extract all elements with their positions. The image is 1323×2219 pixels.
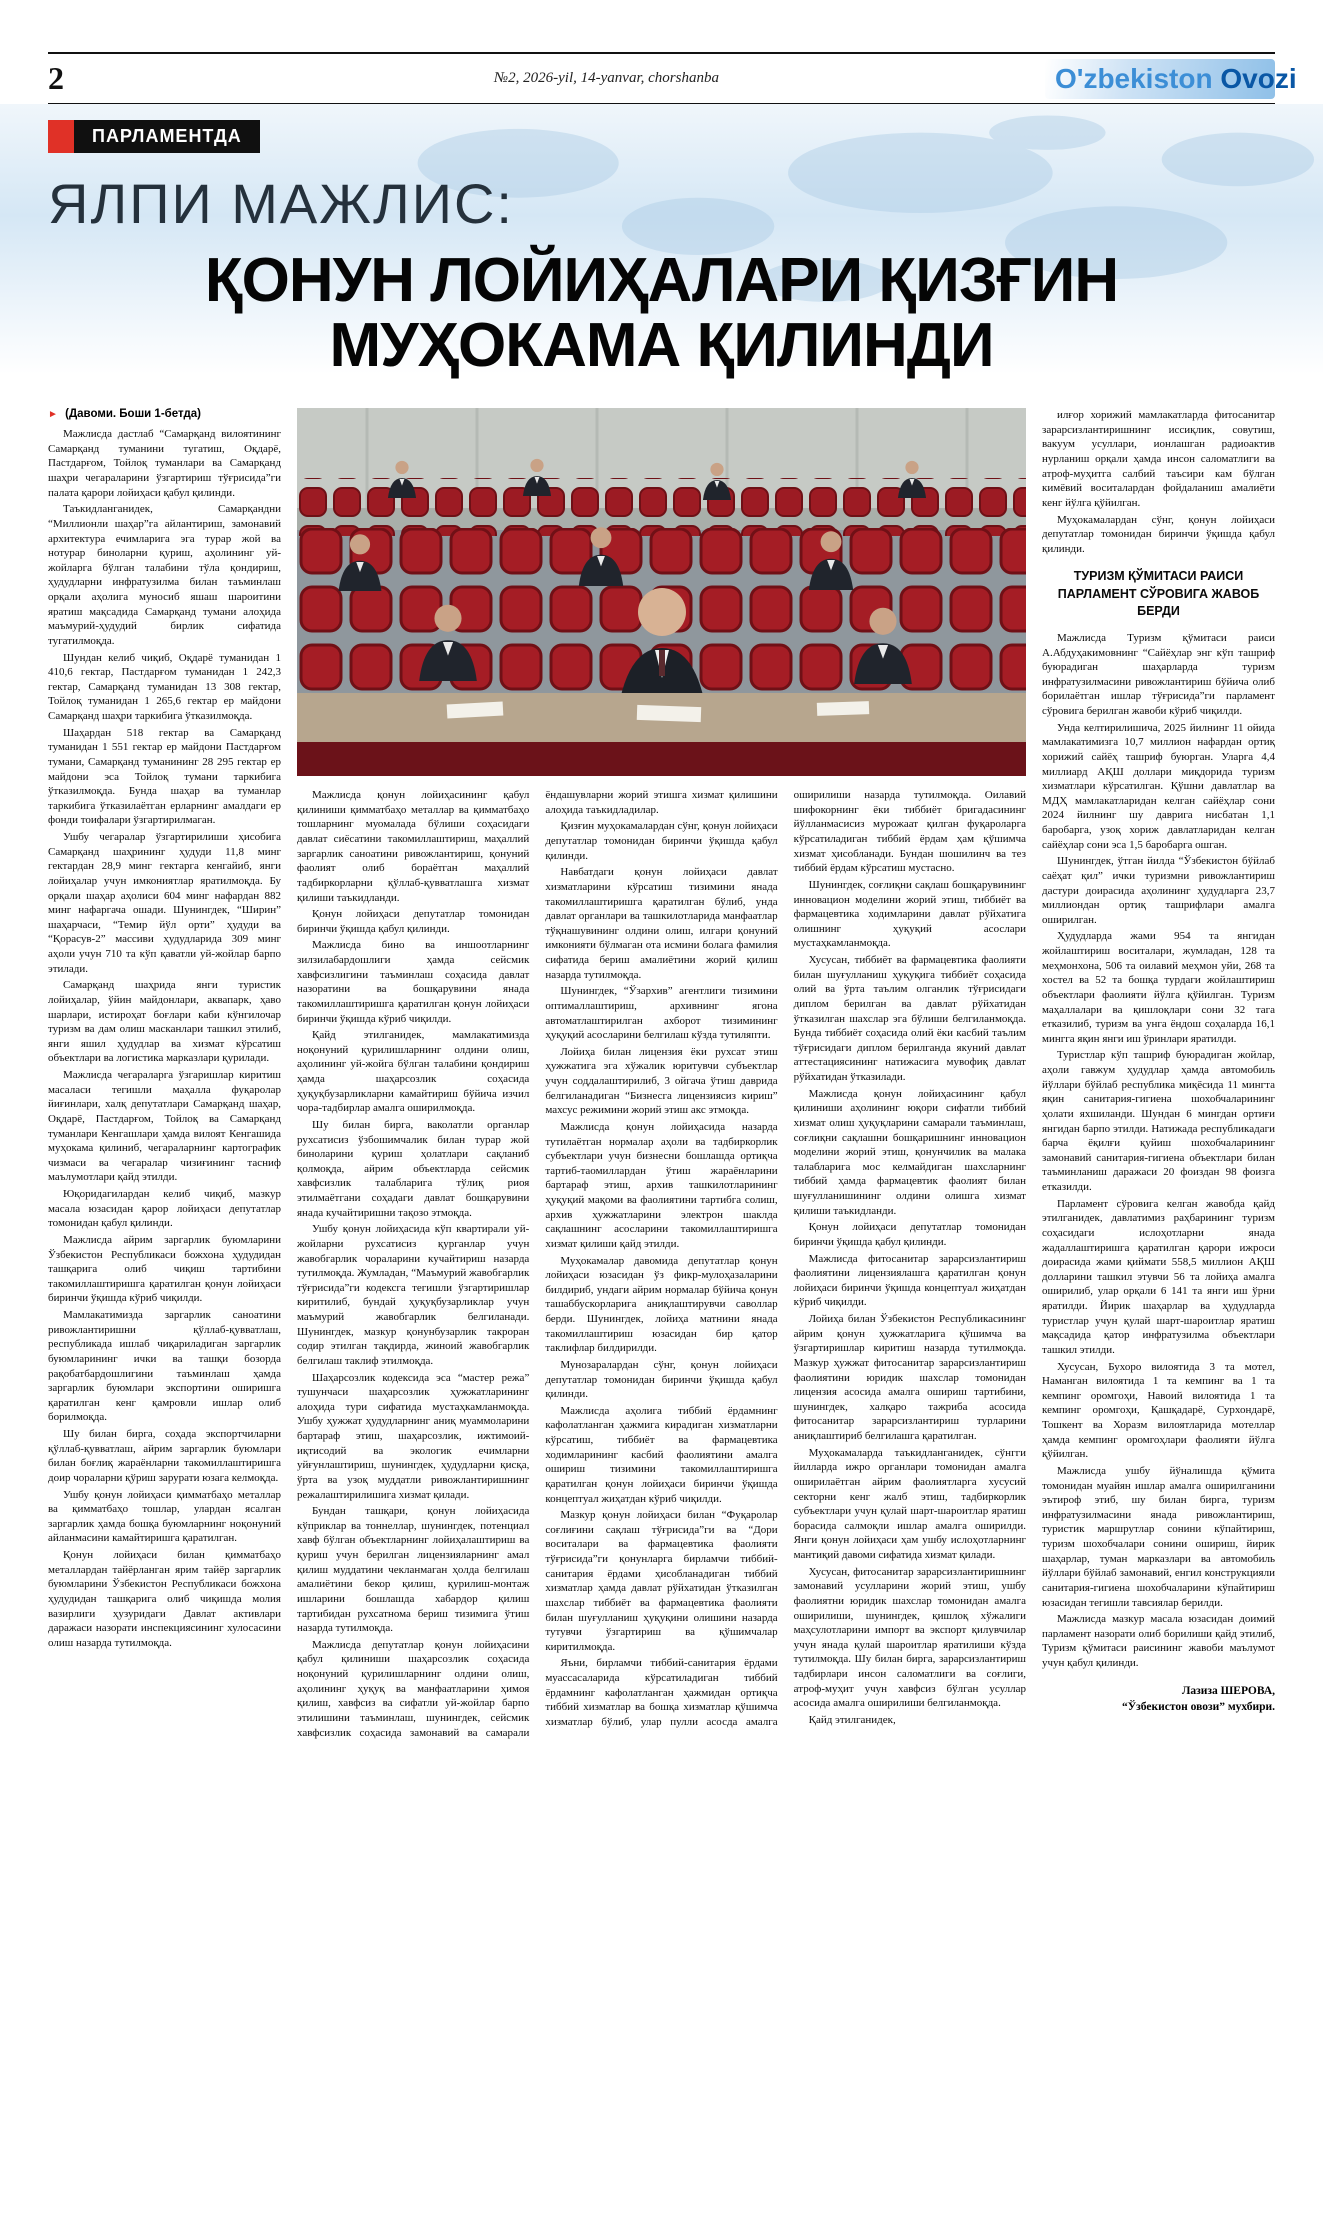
paragraph: Мажлисда Туризм қўмитаси раиси А.Абдуҳакимовнинг “Сайёҳлар энг кўп ташриф буюрадиган шаҳарларда туризм инфратузилмасини ривожлантириш бўйича олиб борилаётган ишлар тўғрисида”ги парламент сўровига берилган жавоби кўриб чиқилди. [1042,631,1275,718]
page-number: 2 [48,60,64,96]
paragraph: Шундан келиб чиқиб, Оқдарё туманидан 1 410,6 гектар, Пастдарғом туманидан 1 242,3 гектар, Самарқанд туманидан 13 308 гектар, Тойлоқ туманидан 1 265,6 гектар ер майдони Самарқанд шаҳри таркибига ўтказилмоқда. [48,651,281,723]
paragraph: Ҳудудларда жами 954 та янгидан жойлаштириш воситалари, жумладан, 128 та меҳмонхона, 506 та оилавий меҳмон уйи, 268 та хостел ва 52 та бошқа турдаги жойлаштириш объектлари фаолияти йўлга қўйилган. Туризм маҳаллалари ва қишлоқлари сони 32 тага етказилиб, туризм ва унга ёндош соҳаларда 16,1 мингга яқин янги иш ўринлари яратилди. [1042,930,1275,1045]
kicker-label: ПАРЛАМЕНТДА [74,120,260,153]
paragraph: Қизғин муҳокамалардан сўнг, қонун лойиҳаси депутатлар томонидан биринчи ўқишда қабул қилинди. [545,820,778,862]
paragraph: Шунингдек, “Ўзархив” агентлиги тизимини оптималлаштириш, архивнинг ягона автоматлаштирилган ахборот тизимининг ҳуқуқий асосларини белгилаш кўзда тутиляпти. [545,985,778,1042]
headline-overline: ЯЛПИ МАЖЛИС: [48,172,514,235]
kicker-red-mark [48,120,74,153]
paragraph: Хусусан, Бухоро вилоятида 3 та мотел, Наманган вилоятида 1 та кемпинг ва 1 та кемпинг оромгоҳи, Навоий вилоятида 1 та кемпинг оромгоҳи, Қашқадарё, Сурхондарё, Тошкент ва Хоразм вилоятларида мотеллар ҳамда кемпинг оромгоҳлари фаолияти йўлга қўйилган. [1042,1360,1275,1461]
paragraph: Мамлакатимизда заргарлик саноатини ривожлантиришни қўллаб-қувватлаш, республикада ишлаб чиқариладиган заргарлик буюмларининг ички ва ташқи бозорда рақобатбардошлигини таъминлаш ҳамда заргарлик буюмлари экспортини оширишга қаратилган кенг қамровли ишлар олиб борилмоқда. [48,1309,281,1424]
byline-name: Лазиза ШЕРОВА, [1181,1684,1275,1697]
column-5-text [1042,631,1275,1671]
paragraph: Шаҳардан 518 гектар ва Самарқанд туманидан 1 551 гектар ер майдони Пастдарғом тумани, Самарқанд туманининг 28 295 гектар ер майдони эса Тойлоқ тумани таркибига ўтказилмоқда. Бунда шаҳар ва туманлар таркибига ўтказилаётган ерларнинг амалдаги ер фонди тоифалари ўзгартирилмаган. [48,726,281,827]
paragraph: Шу билан бирга, ваколатли органлар рухсатисиз ўзбошимчалик билан турар жой биноларини қуриш ҳолатлари сақланиб қолмоқда, айрим объектларда сейсмик хавфсизлик талабларига тўлиқ риоя этилмаётгани соҳадаги давлат бошқарувини янада кучайтиришни тақозо этмоқда. [297,1118,530,1219]
headline-line-2: МУҲОКАМА ҚИЛИНДИ [329,311,994,381]
paragraph: Мажлисда чегараларга ўзгаришлар киритиш масаласи тегишли маҳалла фуқаролар йиғинлари, халқ депутатлари Самарқанд шаҳар, Оқдарё, Пастдарғом, Тойлоқ ва Самарқанд туманлари Кенгашлари ҳамда вилоят Кенгашида муҳокама қилиниб, чегараларнинг картографик чизмаси ва чегаралар чизиғининг тасниф маълумотлари қайд этилди. [48,1069,281,1184]
paragraph: Мажлисда депутатлар қонун лойиҳасини қабул қилиниши шаҳарсозлик соҳасида ноқонуний қурилишларнинг олдини олиш, аҳолининг ҳуқуқ ва манфаатларини ҳимоя қилиш, хавфсиз ва сифатли уй-жойлар барпо этилишини таъминлаш, шунингдек, сейсмик хавфсизлик соҳасида замонавий ва самарали ёндашувларни жорий этишга хизмат қилишини алоҳида таъкидладилар. [297,789,778,1739]
paragraph: Муҳокамаларда таъкидланганидек, сўнгги йилларда ижро органлари томонидан амалга оширилаётган айрим фаолиятларга хусусий секторни кенг жалб этиш, тадбиркорлик субъектлари учун қулай шарт-шароитлар яратиш борасида салмоқли ишлар амалга оширилди. Янги қонун лойиҳаси ҳам ушбу ислоҳотларнинг мантиқий давоми сифатида хизмат қилади. [793,1446,1026,1562]
paragraph: Қайд этилганидек, мамлакатимизда ноқонуний қурилишларнинг олдини олиш, аҳолининг уй-жойга бўлган талабини қондириш ҳамда шаҳарсозлик соҳасида ҳуқуқбузарликларни камайтириш бўйича изчил чора-тадбирлар амалга оширилмоқда. [297,1029,530,1115]
paragraph: Қонун лойиҳаси депутатлар томонидан биринчи ўқишда қабул қилинди. [793,1221,1026,1248]
paragraph: Муҳокамалардан сўнг, қонун лойиҳаси депутатлар томонидан биринчи ўқишда қабул қилинди. [1042,513,1275,555]
issue-info: №2, 2026-yil, 14-yanvar, chorshanba [494,70,719,86]
paragraph: Яъни, бирламчи тиббий-санитария ёрдами муассасаларида кўрсатиладиган тиббий ёрдамнинг кафолатланган ҳажмидан ортиқча тиббий хизматлар ва бошқа хизматлар қўшимча хизматлар бўлиб, улар пулли асосда амалга оширилиши назарда тутилмоқда. Оилавий шифокорнинг ёки тиббиёт бригадасининг йўлланмасисиз мурожаат қилган фуқароларга кўрсатиладиган тиббий ёрдам ҳам қўшимча хизмат ҳисобланади. Бундан шошилинч ва тез тиббий ёрдам кўрсатиш мустасно. [545,789,1026,1728]
paragraph: Ушбу қонун лойиҳаси қимматбаҳо металлар ва қимматбаҳо тошлар, улардан ясалган заргарлик ҳамда бошқа буюмларнинг ноқонуний айланмасини камайтиришга қаратилган. [48,1488,281,1545]
column-1-text [48,427,281,1650]
paragraph: Юқоридагилардан келиб чиқиб, мазкур масала юзасидан қарор лойиҳаси депутатлар томонидан қабул қилинди. [48,1188,281,1230]
paragraph: Туристлар кўп ташриф буюрадиган жойлар, аҳоли гавжум ҳудудлар ҳамда автомобиль йўллари бўйлаб республика миқёсида 11 мингта яқин санитария-гигиена шохобчаларининг ҳолати яхшиланди. Шундан 6 мингдан ортиғи янгидан барпо этилди. Натижада республикадаги барча ёқилғи қуйиш шохобчаларининг замонавий санитария-гигиена объектлари билан таъминланиш даражаси 20 фоиздан 98 фоизга етказилди. [1042,1049,1275,1194]
page-header [48,52,1297,104]
paragraph: Ушбу қонун лойиҳасида кўп квартирали уй-жойларни рухсатисиз қурганлар учун жавобгарлик чораларини кучайтириш назарда тутилмоқда. Жумладан, “Маъмурий жавобгарлик тўғрисида”ги кодексга тегишли ўзгартиришлар киритилиб, бундай ҳуқуқбузарликлар учун маъмурий жавобгарлик белгиланади. Шунингдек, мазкур қонунбузарлик такроран содир этилган тақдирда, жиноий жавобгарлик белгилаш таклиф этилмоқда. [297,1223,530,1367]
parliament-session-photo [297,408,1026,776]
paragraph: Мажлисда қонун лойиҳасининг қабул қилиниши қимматбаҳо металлар ва қимматбаҳо тошларнинг муомалада бўлиши соҳасидаги давлат сиёсатини такомиллаштириш, маҳаллий заргарлик саноатини ривожлантириш, қонуний фаолият олиб бораётган маҳаллий тадбиркорларни қўллаб-қувватлашга хизмат қилиши таъкидланди. [297,789,530,904]
paragraph: Шунингдек, ўтган йилда “Ўзбекистон бўйлаб саёҳат қил” ички туризмни ривожлантириш дастури доирасида аҳолининг ҳудудларга 23,7 миллиондан ортиқ ташрифлари амалга оширилган. [1042,855,1275,926]
paragraph: Хусусан, тиббиёт ва фармацевтика фаолияти билан шуғулланиш ҳуқуқига тиббиёт соҳасида олий ва ўрта таълим олганлик тўғрисидаги диплом берилган ва давлат рўйхатидан ўтказилган шахслар эга бўлиши белгиланмоқда. Бунда тиббиёт соҳасида олий ёки касбий таълим тўғрисидаги диплом берилганда якуний давлат аттестациясининг натижасига мувофиқ давлат рўйхатидан ўтказилади. [793,954,1026,1084]
logo-word-1: O'zbekiston [1055,62,1213,94]
section-kicker [48,120,260,153]
byline [1042,1683,1275,1715]
tourism-subheading: ТУРИЗМ ҚЎМИТАСИ РАИСИ ПАРЛАМЕНТ СЎРОВИГА ЖАВОБ БЕРДИ [1057,569,1260,619]
paragraph: Шунингдек, соғлиқни сақлаш бошқарувининг инновацион моделини жорий этиш, тиббиёт ва фармацевтика ходимларини давлат рўйхатига олишнинг ҳуқуқий асослари мустаҳкамланмоқда. [793,878,1026,950]
paragraph: Самарқанд шаҳрида янги туристик лойиҳалар, ўйин майдонлари, аквапарк, ҳаво шарлари, истироҳат боғлари каби кўнгилочар туризм ва дам олиш масканлари ташкил этилиб, янги яшил ҳудудлар ва хизмат кўрсатиш объектлари ва логистика марказлари қурилади. [48,979,281,1065]
photo-illustration [297,408,1026,776]
headline-line-1: ҚОНУН ЛОЙИҲАЛАРИ ҚИЗҒИН [204,246,1119,315]
paragraph: Лойиҳа билан Ўзбекистон Республикасининг айрим қонун ҳужжатларига қўшимча ва ўзгартиришлар киритиш назарда тутилмоқда. Мазкур ҳужжат фитосанитар зарарсизлантириш фаолиятини юридик шахслар томонидан лицензия асосида амалга ошириш тартибини, шунингдек, халқаро тажриба асосида фитосанитар зарарсизлантириш турларини аниқлаштириб белгилашга қаратилган. [793,1313,1026,1443]
paragraph: Қонун лойиҳаси депутатлар томонидан биринчи ўқишда қабул қилинди. [297,908,530,935]
middle-section [297,408,1026,1740]
continuation-note [48,408,281,420]
paragraph: Қонун лойиҳаси билан қимматбаҳо металлардан тайёрланган ярим тайёр заргарлик буюмларини Ўзбекистон Республикаси божхона ҳудудидан ташқарига олиб чиқишда молия вазирлиги ҳузуридаги Давлат активлари даражаси назорати инспекциясининг хулосасини олиш назарда тутилмоқда. [48,1549,281,1649]
paragraph: Лойиҳа билан лицензия ёки рухсат этиш ҳужжатига эга хўжалик юритувчи субъектлар учун соддалаштирилиб, 3 ойгача ўтиш даврида белгиланадиган “Бизнесга лицензиясиз кириш” махсус режимини жорий этиш акс этмоқда. [545,1045,778,1117]
continuation-text: (Давоми. Боши 1-бетда) [65,408,202,421]
paragraph: Шу билан бирга, соҳада экспортчиларни қўллаб-қувватлаш, айрим заргарлик буюмлари билан боғлиқ жараёнларни такомиллаштиришга доир чораларни қўриш зарурати юзага келмоқда. [48,1428,281,1484]
continuation-arrow-icon: ► [48,409,58,421]
paragraph: Муҳокамалар давомида депутатлар қонун лойиҳаси юзасидан ўз фикр-мулоҳазаларини билдириб, ундаги айрим нормалар бўйича қонун ташаббускорларига аниқлаштирувчи саволлар берди. Шунингдек, лойиҳа матнини янада такомиллаштириш юзасидан бир қатор таклифлар билдирилди. [545,1254,778,1355]
article-body [0,398,1323,1740]
paragraph: Хусусан, фитосанитар зарарсизлантиришнинг замонавий усулларини жорий этиш, ушбу фаолиятни юридик шахслар томонидан амалга оширилиши, шунингдек, қишлоқ хўжалиги маҳсулотларини импорт ва экспорт қилувчилар учун янада қулай шароитлар яратилиши кўзда тутилмоқда. Шу билан бирга, зарарсизлантириш тадбирлари инсон саломатлиги ва соғлиги, атроф-муҳит учун хавфсиз бўлган усуллар асосида амалга оширилиши белгиланмоқда. [793,1565,1026,1710]
paragraph: Таъкидланганидек, Самарқандни “Миллионли шаҳар”га айлантириш, замонавий архитектура ечимларига эга турар жой ва нотурар биноларни қуриш, аҳолининг уй-жойларга бўлган талабини тўла қондириш, ҳудудларни инфратузилма билан таъминлаш орқали аҳолига муносиб яшаш шароитини яратиш мақсадида Самарқанд тумани алоҳида маъмурий-ҳудудий бирлик сифатида тугатилмоқда. [48,503,281,647]
paragraph: Мазкур қонун лойиҳаси билан “Фуқаролар соғлиғини сақлаш тўғрисида”ги ва “Дори воситалари ва фармацевтика фаолияти тўғрисида”ги қонунларга бирламчи тиббий-санитария ёрдами ҳисобланадиган тиббий хизматлар ҳамда давлат рўйхатидан ўтказилган шахслар тиббиёт ва фармацевтика фаолияти билан шуғулланиш ҳуқуқини олишини назарда тутувчи ўзгартириш ва қўшимчалар киритилмоқда. [545,1509,778,1653]
paragraph: илғор хорижий мамлакатларда фитосанитар зарарсизлантиришнинг иссиқлик, совутиш, вакуум усуллари, ионлашган радиоактив нурланиш орқали ҳамда инсон саломатлиги ва атроф-муҳитга салбий таъсири кам бўлган кимёвий воситалардан фойдаланиш амалиёти кенг йўлга қўйилган. [1042,409,1275,509]
paragraph: Бундан ташқари, қонун лойиҳасида кўприклар ва тоннеллар, шунингдек, потенциал хавф бўлган объектларнинг лойиҳалаштириш ва қуриш учун берилган лицензияларнинг амал қилиш муддатини чекланмаган ҳолда белгилаш амалиётини бекор қилиш, қурилиш-монтаж ишларини бошлашда хабардор қилиш тартибидан рухсатнома бериш тизимига ўтиш назарда тутилмоқда. [297,1505,530,1635]
logo-word-2: Ovozi [1220,62,1297,94]
paragraph: Шаҳарсозлик кодексида эса “мастер режа” тушунчаси шаҳарсозлик ҳужжатларининг алоҳида тури сифатида мустаҳкамланмоқда. Ушбу ҳужжат ҳудудларнинг аниқ муаммоларини бартараф этиш, шаҳарсозлик, ижтимоий-иқтисодий ва экологик ечимларни уйғунлаштириш, шунингдек, ҳудудларни қисқа, ўрта ва узоқ муддатли ривожлантиришнинг режалаштирилишига хизмат қилади. [297,1371,530,1501]
middle-columns-text [297,788,1026,1740]
paragraph: Мажлисда дастлаб “Самарқанд вилоятининг Самарқанд туманини тугатиш, Оқдарё, Пастдарғом, Тойлоқ туманлари ва Самарқанд шаҳри чегараларини ўзгартириш тўғрисида”ги палата қарори лойиҳаси қабул қилинди. [48,428,281,499]
paragraph: Мажлисда айрим заргарлик буюмларини Ўзбекистон Республикаси божхона ҳудудидан ташқарига олиб чиқиш тартибини такомиллаштиришга қаратилган қонун лойиҳаси биринчи ўқишда кўриб чиқилди. [48,1233,281,1305]
paragraph: Мажлисда ушбу йўналишда қўмита томонидан муайян ишлар амалга оширилганини эътироф этиб, шу билан бирга, туризм инфратузилмасини янада ривожлантириш, туристик маршрутлар сонини кўпайтириш, туризм шохобчалари сонини ошириш, йирик шаҳарлар, туман марказлари ва автомобиль йўллари бўйлаб замонавий, енгил конструкцияли санитария-гигиена шохобчаларини кўпайтириш юзасидан тегишли тавсиялар берилди. [1042,1464,1275,1609]
paragraph: Мажлисда фитосанитар зарарсизлантириш фаолиятини лицензиялашга қаратилган қонун лойиҳаси биринчи ўқишда концептуал жиҳатдан кўриб чиқилди. [793,1252,1026,1309]
paragraph: Мажлисда мазкур масала юзасидан доимий парламент назорати олиб борилиши қайд этилиб, Туризм қўмитаси раисининг жавоби маълумот учун қабул қилинди. [1042,1613,1275,1670]
headline-block [0,104,1323,398]
paragraph: Мажлисда қонун лойиҳасининг қабул қилиниши аҳолининг юқори сифатли тиббий хизмат олиш ҳуқуқларини самарали таъминлаш, соғлиқни сақлашни бошқаришнинг инновацион моделини жорий этиш, қонунчилик ва малака талабларига мос келмайдиган шахсларнинг тиббий ҳамда фармацевтик фаолият билан шуғулланишининг олдини олишга хизмат қилиши таъкидланди. [793,1087,1026,1217]
column-5-intro [1042,408,1275,556]
column-1 [48,408,281,1740]
paragraph: Унда келтирилишича, 2025 йилнинг 11 ойида мамлакатимизга 10,7 миллион нафардан ортиқ хорижий сайёҳ ташриф буюрган. Уларга 4,4 миллиард АҚШ доллари миқдорида туризм хизматлари кўрсатилган. Қўшни давлатлар ва МДҲ мамлакатларидан келган сайёҳлар сони 2024 йилнинг шу даврига нисбатан 1,1 баробарга, узоқ хориж давлатларидан келган сайёҳлар сони эса 1,5 баробарга ошган. [1042,721,1275,851]
paragraph: Мажлисда қонун лойиҳасида назарда тутилаётган нормалар аҳоли ва тадбиркорлик субъектлари учун бизнесни бошлашда ортиқча тартиб-таомиллардан ўтиш жараёнларини бартараф этиш, архив ташкилотларининг ҳуқуқий мақоми ва фаолиятини тартибга солиш, архив ҳужжатларини электрон шаклда сақлашнинг асосларини такомиллаштиришга хизмат қилиши қайд этилди. [545,1120,778,1250]
paragraph: Қайд этилганидек, [808,1713,896,1726]
paragraph: Парламент сўровига келган жавобда қайд этилганидек, давлатимиз раҳбарининг туризм соҳасидаги ислоҳотларни янада жадаллаштиришга қаратилган қарори ижроси доирасида жами қиймати 558,5 миллион АҚШ долларини ташкил этувчи 56 та лойиҳа амалга оширилиб, улар орқали 6 141 та янги иш ўрни яратилди. Йирик шаҳарлар ва ҳудудларда туристлар учун қулай шарт-шароитлар яратиш мақсадида қатор инфратузилма объектлари ташкил этилди. [1042,1197,1275,1356]
newspaper-logo [1045,59,1297,99]
paragraph: Ушбу чегаралар ўзгартирилиши ҳисобига Самарқанд шаҳрининг ҳудуди 11,8 минг гектардан 28,9 минг гектарга кенгайиб, янги лойиҳалар учун имкониятлар яратилмоқда. Бу орқали шаҳар аҳолиси 604 минг нафардан 882 минг нафаргача ошади. Шунингдек, “Ширин” шаҳарчаси, “Темир йўл орти” ҳудуди ва “Қорасув-2” массиви ҳудудларида 309 минг аҳоли учун 710 та кўп қаватли уй-жойлар барпо этилади. [48,831,281,975]
byline-role: “Ўзбекистон овози” мухбири. [1121,1700,1275,1713]
paragraph: Мажлисда аҳолига тиббий ёрдамнинг кафолатланган ҳажмига кирадиган хизматларни кўрсатиш, тиббиёт ва фармацевтика ходимларининг касбий фаолиятини амалга ошириш тизимини такомиллаштиришга қаратилган қонун лойиҳаси биринчи ўқишда концептуал жиҳатдан кўриб чиқилди. [545,1404,778,1505]
paragraph: Мажлисда бино ва иншоотларнинг зилзилабардошлиги ҳамда сейсмик хавфсизлигини таъминлаш соҳасида давлат назоратини ва бошқарувини янада такомиллаштиришга қаратилган қонун лойиҳаси биринчи ўқишда кўриб чиқилди. [297,939,530,1025]
column-5 [1042,408,1275,1740]
paragraph: Навбатдаги қонун лойиҳаси давлат хизматларини кўрсатиш тизимини янада такомиллаштиришга қаратилган бўлиб, унда давлат органлари ва ташкилотларида манфаатлар тўқнашувининг олдини олиш, илгари қонуний имконияти бўлмаган ота исмини болага фамилия сифатида бериш амалиётини жорий қилиш назарда тутилмоқда. [545,866,778,981]
paragraph: Мунозаралардан сўнг, қонун лойиҳаси депутатлар томонидан биринчи ўқишда қабул қилинди. [545,1358,778,1401]
